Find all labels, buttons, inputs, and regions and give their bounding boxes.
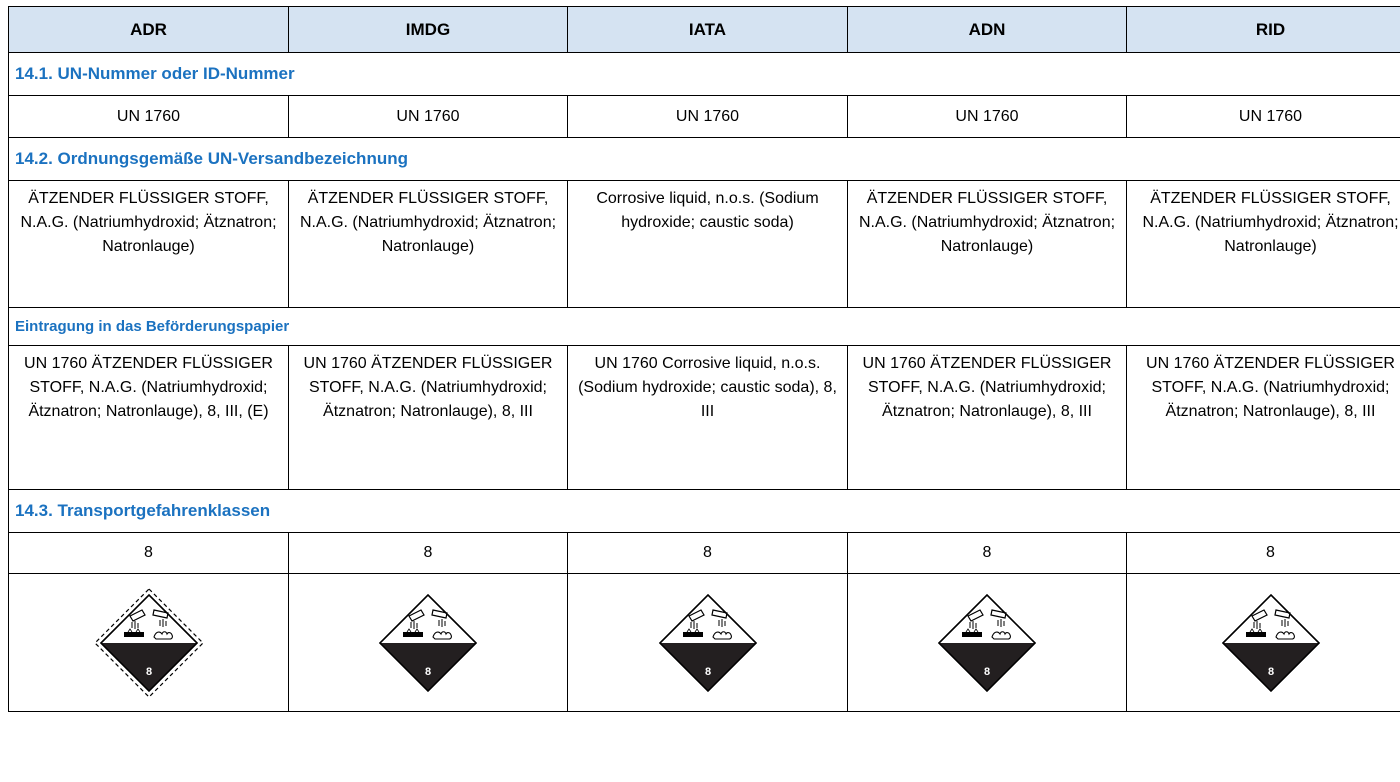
section-row-hazard-class [9,490,1400,533]
svg-text:8: 8 [704,665,711,678]
section-row-transport-document [9,308,1400,346]
hazard-class-adn: 8 [848,533,1127,574]
corrosive-class-8-label-icon [373,588,483,698]
shipping-name-rid: ÄTZENDER FLÜSSIGER STOFF, N.A.G. (Natriumhydroxid; Ätznatron; Natronlauge) [1127,181,1400,308]
corrosive-class-8-label-icon [932,588,1042,698]
hazard-label-cell-iata [568,574,848,712]
header-adn: ADN [848,7,1127,53]
transport-information-table [8,6,1400,712]
un-number-rid: UN 1760 [1127,96,1400,138]
header-iata: IATA [568,7,848,53]
header-imdg: IMDG [289,7,568,53]
table-row [9,181,1400,308]
svg-text:8: 8 [1267,665,1274,678]
shipping-name-adr: ÄTZENDER FLÜSSIGER STOFF, N.A.G. (Natriumhydroxid; Ätznatron; Natronlauge) [9,181,289,308]
hazard-label-cell-adr [9,574,289,712]
hazard-label-cell-imdg [289,574,568,712]
table-header-row [9,7,1400,53]
transport-document-iata: UN 1760 Corrosive liquid, n.o.s. (Sodium hydroxide; caustic soda), 8, III [568,346,848,490]
shipping-name-iata: Corrosive liquid, n.o.s. (Sodium hydroxide; caustic soda) [568,181,848,308]
un-number-adn: UN 1760 [848,96,1127,138]
section-title-un-number: 14.1. UN-Nummer oder ID-Nummer [9,53,1400,96]
header-adr: ADR [9,7,289,53]
corrosive-class-8-label-icon [1216,588,1326,698]
hazard-label-cell-adn [848,574,1127,712]
svg-text:8: 8 [983,665,991,678]
transport-document-adr: UN 1760 ÄTZENDER FLÜSSIGER STOFF, N.A.G. (Natriumhydroxid; Ätznatron; Natronlauge), 8, III, (E) [9,346,289,490]
svg-text:8: 8 [145,665,152,678]
table-row [9,346,1400,490]
hazard-class-imdg: 8 [289,533,568,574]
hazard-label-cell-rid [1127,574,1400,712]
transport-document-rid: UN 1760 ÄTZENDER FLÜSSIGER STOFF, N.A.G. (Natriumhydroxid; Ätznatron; Natronlauge), 8, III [1127,346,1400,490]
un-number-iata: UN 1760 [568,96,848,138]
table-row [9,533,1400,574]
section-row-shipping-name [9,138,1400,181]
section-title-shipping-name: 14.2. Ordnungsgemäße UN-Versandbezeichnung [9,138,1400,181]
section-title-transport-document: Eintragung in das Beförderungspapier [9,308,1400,346]
corrosive-class-8-label-icon [653,588,763,698]
header-rid: RID [1127,7,1400,53]
hazard-class-adr: 8 [9,533,289,574]
corrosive-class-8-label-icon [94,588,204,698]
table-row [9,96,1400,138]
un-number-adr: UN 1760 [9,96,289,138]
un-number-imdg: UN 1760 [289,96,568,138]
transport-document-imdg: UN 1760 ÄTZENDER FLÜSSIGER STOFF, N.A.G. (Natriumhydroxid; Ätznatron; Natronlauge), 8, III [289,346,568,490]
shipping-name-imdg: ÄTZENDER FLÜSSIGER STOFF, N.A.G. (Natriumhydroxid; Ätznatron; Natronlauge) [289,181,568,308]
section-title-hazard-class: 14.3. Transportgefahrenklassen [9,490,1400,533]
section-row-un-number [9,53,1400,96]
hazard-class-iata: 8 [568,533,848,574]
transport-document-adn: UN 1760 ÄTZENDER FLÜSSIGER STOFF, N.A.G. (Natriumhydroxid; Ätznatron; Natronlauge), 8, III [848,346,1127,490]
svg-text:8: 8 [424,665,432,678]
hazard-class-rid: 8 [1127,533,1400,574]
hazard-label-row [9,574,1400,712]
shipping-name-adn: ÄTZENDER FLÜSSIGER STOFF, N.A.G. (Natriumhydroxid; Ätznatron; Natronlauge) [848,181,1127,308]
